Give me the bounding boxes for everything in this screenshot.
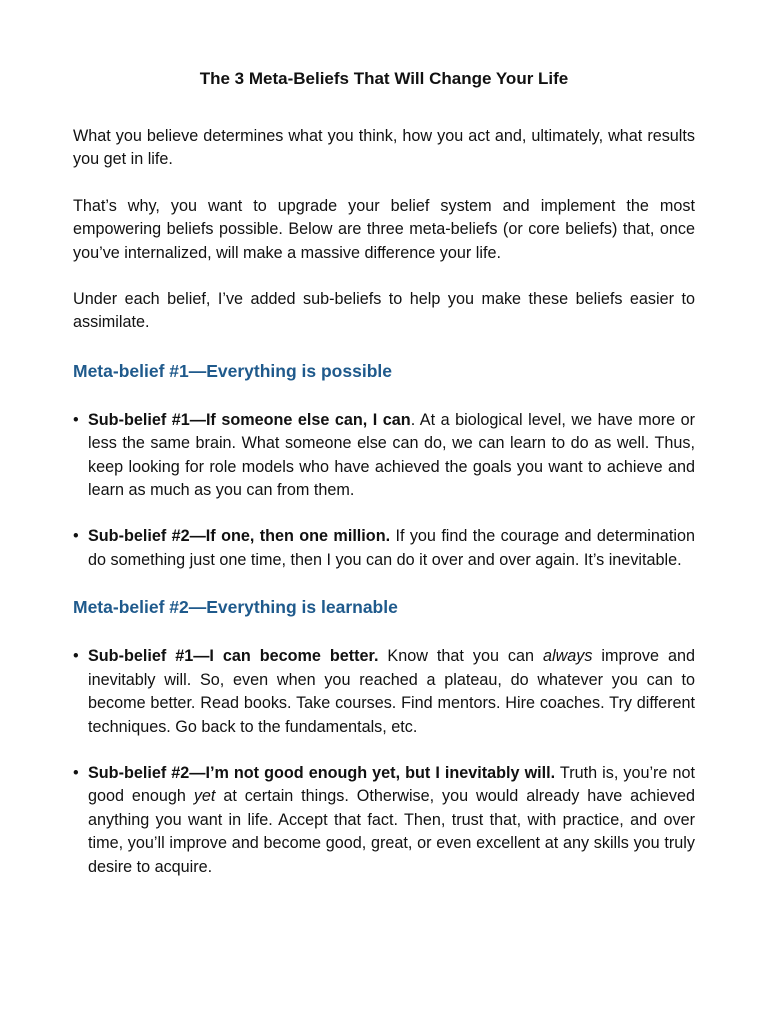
bullet-icon: •: [73, 410, 79, 429]
bullet-icon: •: [73, 647, 79, 666]
list-item: [73, 409, 695, 503]
page-title: The 3 Meta-Beliefs That Will Change Your Life: [199, 69, 569, 88]
list-item: [73, 645, 695, 739]
sub-belief-title: Sub-belief #2—I’m not good enough yet, but I inevitably will.: [88, 763, 556, 782]
sub-belief-list-1: [73, 409, 695, 572]
emphasis-text: yet: [193, 787, 216, 806]
sub-belief-title: Sub-belief #2—If one, then one million.: [88, 527, 391, 546]
bullet-icon: •: [73, 527, 79, 546]
intro-paragraph-1: What you believe determines what you think, how you act and, ultimately, what results you get in life.: [73, 127, 695, 169]
emphasis-text: always: [542, 647, 593, 666]
sub-belief-list-2: [73, 645, 695, 879]
sub-belief-title: Sub-belief #1—I can become better.: [88, 647, 379, 666]
intro-paragraph-2: That’s why, you want to upgrade your belief system and implement the most empowering beliefs possible. Below are three meta-beliefs (or core beliefs) that, once you’ve internalized, will make a massive difference your life.: [73, 196, 695, 262]
sub-belief-text: Know that you can: [378, 647, 543, 666]
list-item: [73, 762, 695, 879]
sub-belief-text: . At a biological level, we have more or less the same brain. What someone else can do, we can learn to do as well. Thus, keep looking for role models who have achieved the goals you want to achieve and learn as much as you can from them.: [88, 410, 695, 500]
list-item: [73, 525, 695, 572]
sub-belief-text: Truth is, you’re not good enough: [88, 763, 695, 806]
sub-belief-text: improve and inevitably will. So, even when you reached a plateau, do whatever you can to become better. Read books. Take courses. Find mentors. Hire coaches. Try different techniques. Go back to the fundamentals, etc.: [88, 647, 695, 736]
sub-belief-title: Sub-belief #1—If someone else can, I can: [88, 410, 411, 429]
sub-belief-text: If you find the courage and determination do something just one time, then I you can do it over and over again. It’s inevitable.: [88, 527, 696, 569]
section-heading-meta-belief-2: Meta-belief #2—Everything is learnable: [73, 597, 398, 618]
bullet-icon: •: [73, 763, 79, 782]
section-heading-meta-belief-1: Meta-belief #1—Everything is possible: [73, 360, 392, 381]
sub-belief-text: at certain things. Otherwise, you would already have achieved anything you want in life. Accept that fact. Then, trust that, with practice, and over time, you’ll improve and become good, great, or even excellent at any skills you truly desire to acquire.: [88, 787, 695, 876]
intro-paragraph-3: Under each belief, I’ve added sub-beliefs to help you make these beliefs easier to assimilate.: [73, 290, 695, 332]
